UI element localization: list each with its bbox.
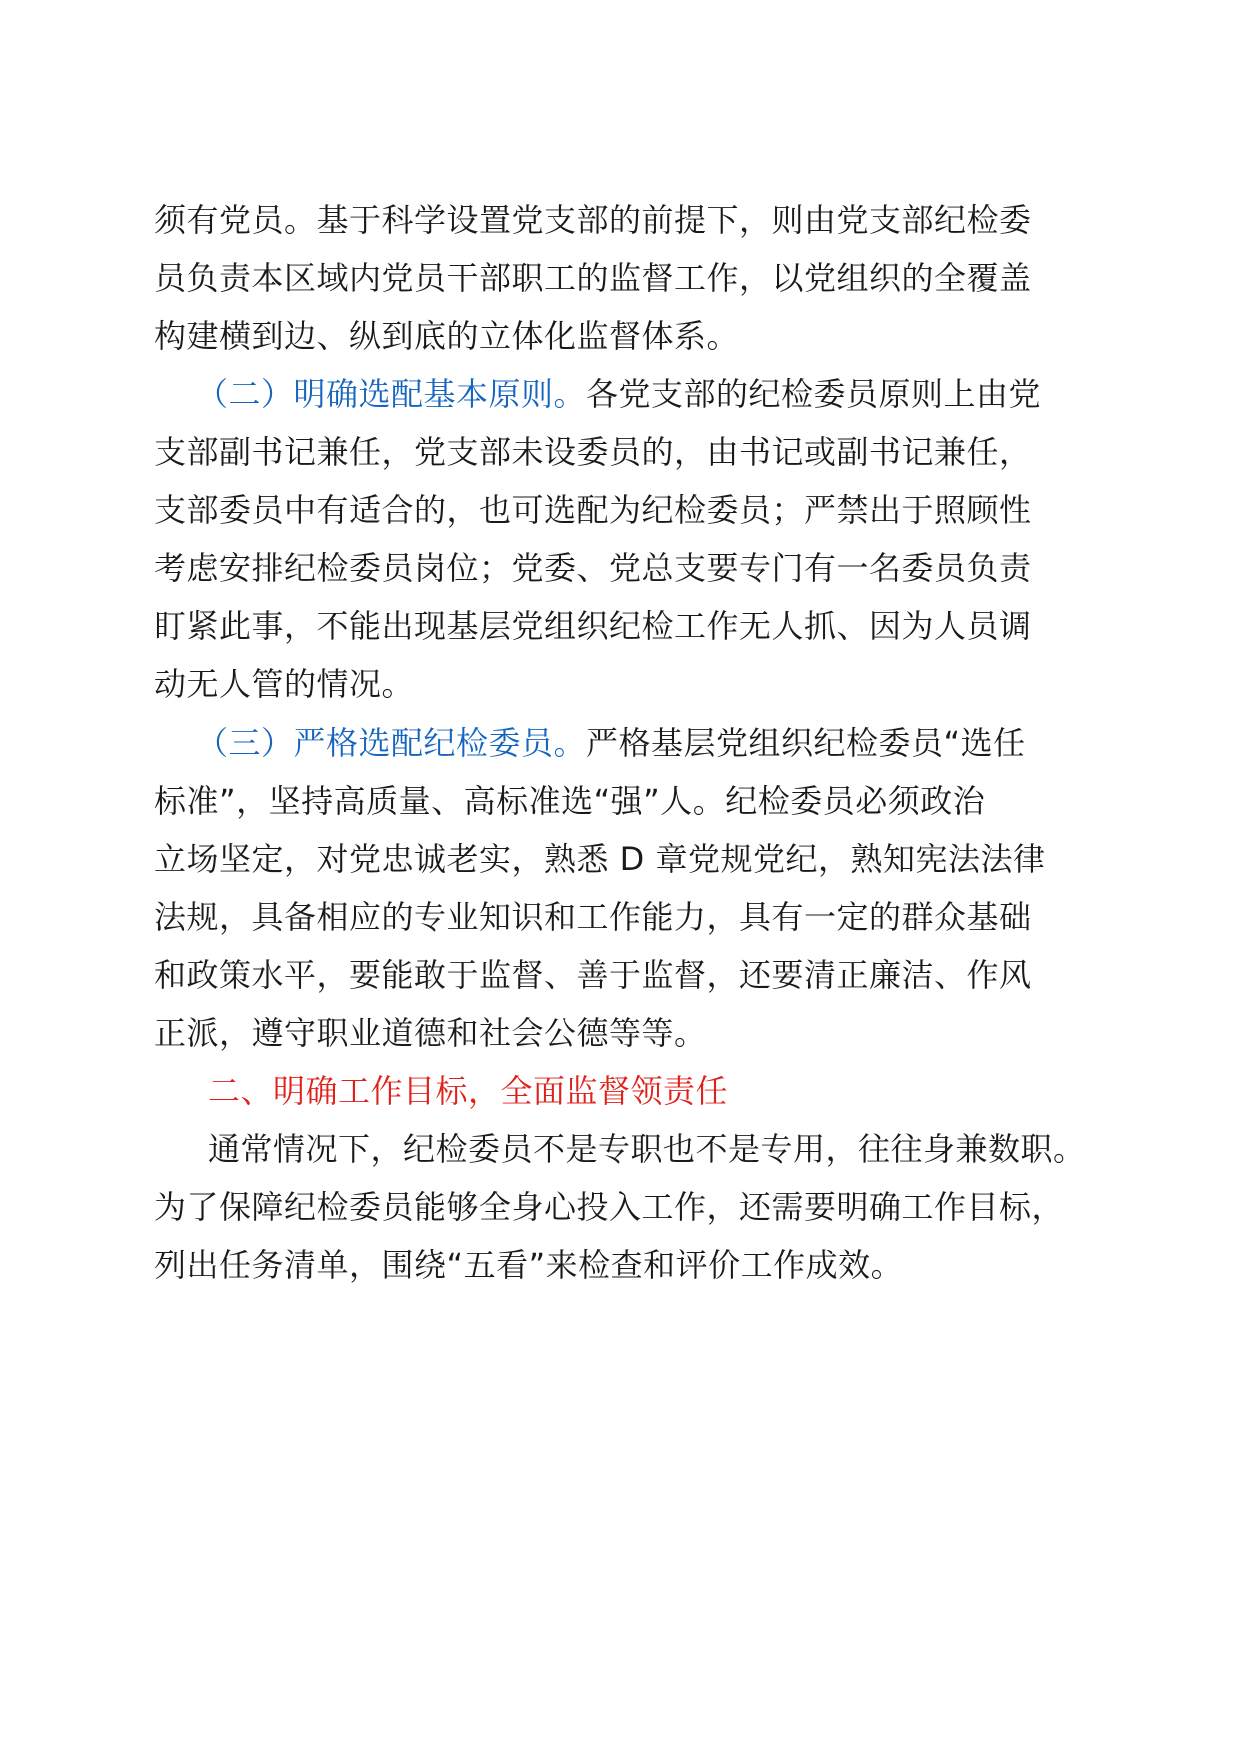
paragraph-line — [154, 259, 1032, 297]
paragraph-line — [154, 491, 1032, 529]
body-text: 标准”，坚持高质量、高标准选“强”人。纪检委员必须政治 — [154, 782, 986, 820]
paragraph-line — [154, 1014, 707, 1052]
body-text: 员负责本区域内党员干部职工的监督工作，以党组织的全覆盖 — [154, 259, 1032, 297]
paragraph-line — [154, 782, 986, 820]
body-text: 须有党员。基于科学设置党支部的前提下，则由党支部纪检委 — [154, 201, 1032, 239]
body-text: 支部委员中有适合的，也可选配为纪检委员；严禁出于照顾性 — [154, 491, 1032, 529]
body-text: 严格基层党组织纪检委员“选任 — [586, 724, 1026, 762]
subheading-2: （二）明确选配基本原则。 — [196, 375, 587, 413]
section-heading — [208, 1072, 729, 1110]
paragraph-line — [154, 840, 1046, 878]
body-text: 构建横到边、纵到底的立体化监督体系。 — [154, 317, 740, 355]
paragraph-line — [154, 1188, 1065, 1226]
paragraph-line — [154, 956, 1032, 994]
paragraph-line — [154, 607, 1032, 645]
paragraph-line — [208, 1130, 1086, 1168]
body-text: 各党支部的纪检委员原则上由党 — [586, 375, 1042, 413]
body-text: 支部副书记兼任，党支部未设委员的，由书记或副书记兼任， — [154, 433, 1032, 471]
paragraph-line — [196, 375, 1042, 413]
body-text: 动无人管的情况。 — [154, 665, 415, 703]
paragraph-line — [154, 201, 1032, 239]
body-text: 法规，具备相应的专业知识和工作能力，具有一定的群众基础 — [154, 898, 1032, 936]
body-text: 列出任务清单，围绕“五看”来检查和评价工作成效。 — [154, 1246, 904, 1284]
body-text: 正派，遵守职业道德和社会公德等等。 — [154, 1014, 707, 1052]
subheading-3: （三）严格选配纪检委员。 — [196, 724, 587, 762]
paragraph-line — [154, 1246, 904, 1284]
body-text: 和政策水平，要能敢于监督、善于监督，还要清正廉洁、作风 — [154, 956, 1032, 994]
body-text: 考虑安排纪检委员岗位；党委、党总支要专门有一名委员负责 — [154, 549, 1032, 587]
body-text: 为了保障纪检委员能够全身心投入工作，还需要明确工作目标， — [154, 1188, 1065, 1226]
paragraph-line — [154, 898, 1032, 936]
paragraph-line — [196, 724, 1026, 762]
section-heading-text: 二、明确工作目标，全面监督领责任 — [208, 1072, 729, 1110]
body-text: 通常情况下，纪检委员不是专职也不是专用，往往身兼数职。 — [208, 1130, 1086, 1168]
paragraph-line — [154, 433, 1032, 471]
paragraph-line — [154, 317, 740, 355]
paragraph-line — [154, 665, 415, 703]
body-text: 盯紧此事，不能出现基层党组织纪检工作无人抓、因为人员调 — [154, 607, 1032, 645]
paragraph-line — [154, 549, 1032, 587]
body-text: 立场坚定，对党忠诚老实，熟悉 D 章党规党纪，熟知宪法法律 — [154, 840, 1046, 878]
